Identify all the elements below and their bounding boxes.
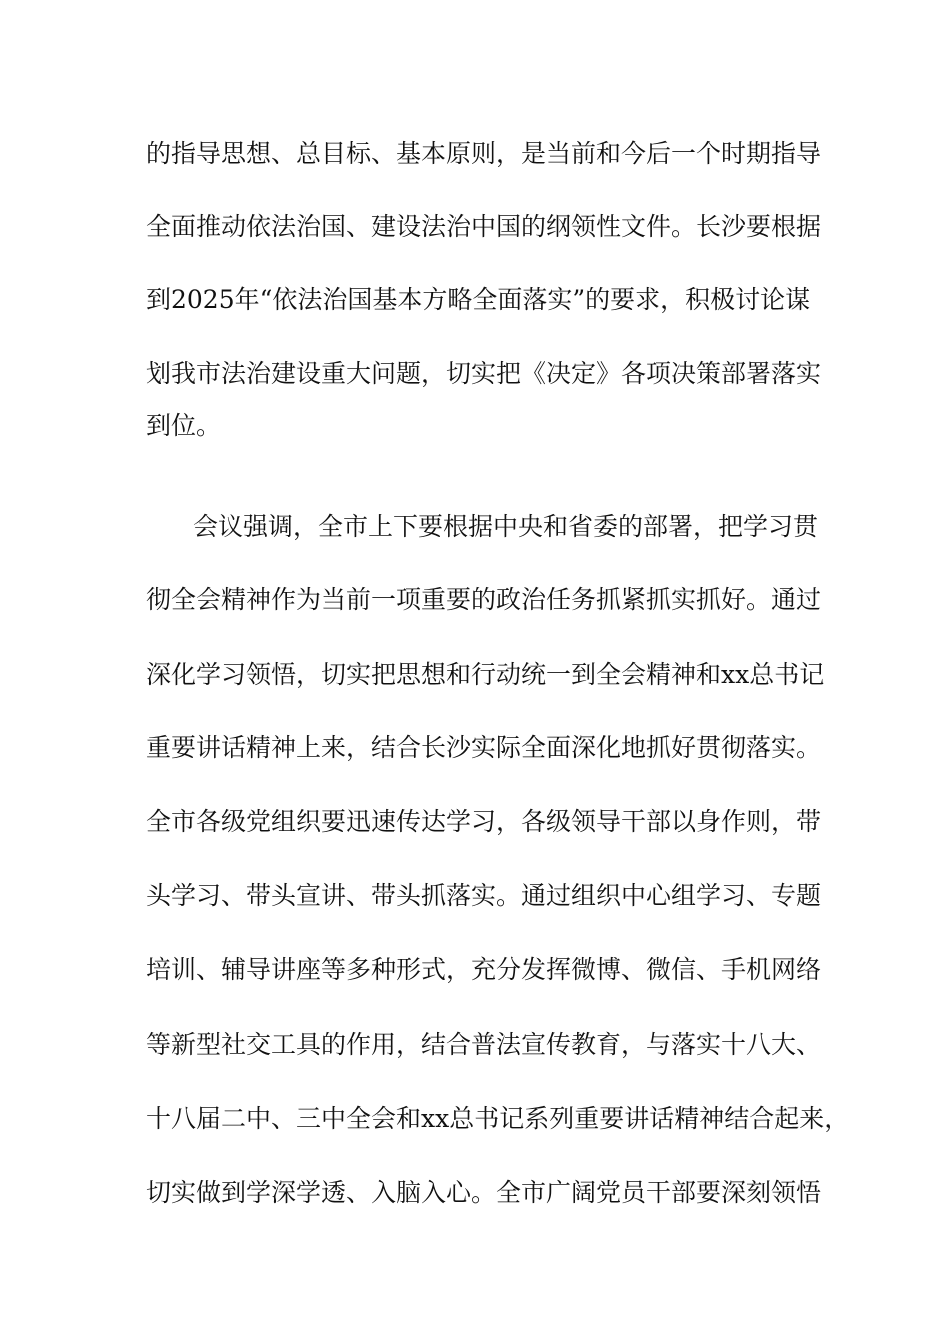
text-line-9: 重要讲话精神上来，结合长沙实际全面深化地抓好贯彻落实。 xyxy=(146,733,822,762)
text-line-1: 的指导思想、总目标、基本原则，是当前和今后一个时期指导 xyxy=(146,139,822,168)
text-line-5: 到位。 xyxy=(146,411,222,440)
text-line-15: 切实做到学深学透、入脑入心。全市广阔党员干部要深刻领悟 xyxy=(146,1178,822,1207)
text-line-8: 深化学习领悟，切实把思想和行动统一到全会精神和xx总书记 xyxy=(146,660,825,689)
text-line-3: 到2025年“依法治国基本方略全面落实”的要求，积极讨论谋 xyxy=(146,285,811,314)
text-line-12: 培训、辅导讲座等多种形式，充分发挥微博、微信、手机网络 xyxy=(146,955,822,984)
text-line-13: 等新型社交工具的作用，结合普法宣传教育，与落实十八大、 xyxy=(146,1030,822,1059)
paragraph-start-line: 会议强调，全市上下要根据中央和省委的部署，把学习贯 xyxy=(193,512,819,541)
text-line-7: 彻全会精神作为当前一项重要的政治任务抓紧抓实抓好。通过 xyxy=(146,585,822,614)
text-line-10: 全市各级党组织要迅速传达学习，各级领导干部以身作则，带 xyxy=(146,807,822,836)
text-line-2: 全面推动依法治国、建设法治中国的纲领性文件。长沙要根据 xyxy=(146,212,822,241)
text-line-14: 十八届二中、三中全会和xx总书记系列重要讲话精神结合起来， xyxy=(146,1104,850,1133)
text-line-4: 划我市法治建设重大问题，切实把《决定》各项决策部署落实 xyxy=(146,359,822,388)
text-line-11: 头学习、带头宣讲、带头抓落实。通过组织中心组学习、专题 xyxy=(146,881,822,910)
